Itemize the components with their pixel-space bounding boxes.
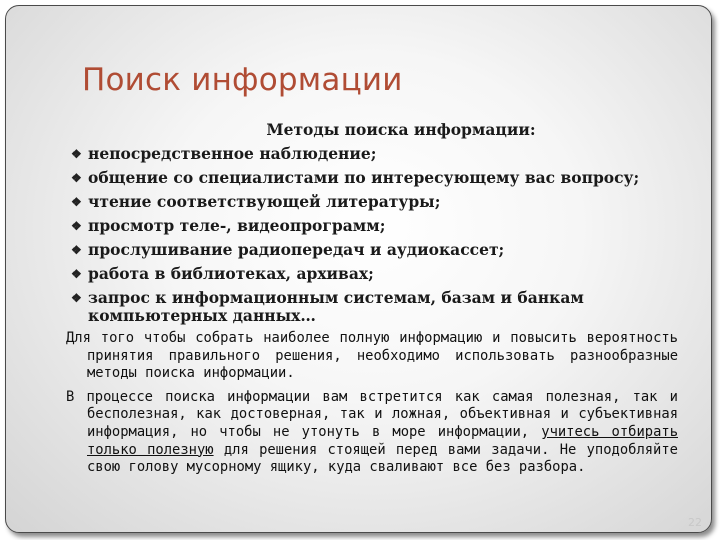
slide-title: Поиск информации [82, 62, 403, 98]
methods-subheading: Методы поиска информации: [266, 120, 536, 139]
methods-list [66, 142, 678, 324]
list-item-text: прослушивание радиопередач и аудиокассет; [88, 240, 505, 259]
slide-content [66, 118, 678, 477]
list-item [66, 262, 678, 286]
list-item [66, 214, 678, 238]
diamond-bullet-icon: ❖ [71, 243, 82, 257]
list-item [66, 142, 678, 166]
paragraph-advice-part2: для решения стоящей перед вами задачи. Не уподобляйте свою голову мусорному ящику, куда сваливают все без разбора. [87, 441, 678, 476]
list-item [66, 286, 678, 324]
diamond-bullet-icon: ❖ [71, 195, 82, 209]
list-item [66, 238, 678, 262]
diamond-bullet-icon: ❖ [71, 267, 82, 281]
diamond-bullet-icon: ❖ [71, 171, 82, 185]
diamond-bullet-icon: ❖ [71, 219, 82, 233]
slide [5, 5, 712, 533]
paragraph-advice-underlined: учитесь отбирать только полезную [87, 423, 678, 458]
page-number: 22 [688, 516, 702, 529]
paragraph-advice-part1: В процессе поиска информации вам встретится как самая полезная, так и бесполезная, как достоверная, так и ложная, объективная и субъективная информация, но чтобы не утонуть в море информации, [66, 388, 678, 440]
list-item-text: чтение соответствующей литературы; [88, 192, 441, 211]
diamond-bullet-icon: ❖ [71, 291, 82, 305]
list-item-text: просмотр теле-, видеопрограмм; [88, 216, 386, 235]
paragraph-intro: Для того чтобы собрать наиболее полную информацию и повысить вероятность принятия правильного решения, необходимо использовать разнообразные методы поиска информации. [66, 330, 678, 382]
list-item-continuation: компьютерных данных… [88, 306, 316, 325]
list-item-text: запрос к информационным системам, базам и банкам [88, 288, 584, 307]
diamond-bullet-icon: ❖ [71, 147, 82, 161]
paragraph-advice [66, 389, 678, 477]
list-item [66, 166, 678, 190]
list-item-text: работа в библиотеках, архивах; [88, 264, 374, 283]
list-item-text: общение со специалистами по интересующему вас вопросу; [88, 168, 640, 187]
list-item-text: непосредственное наблюдение; [88, 144, 377, 163]
list-item [66, 190, 678, 214]
